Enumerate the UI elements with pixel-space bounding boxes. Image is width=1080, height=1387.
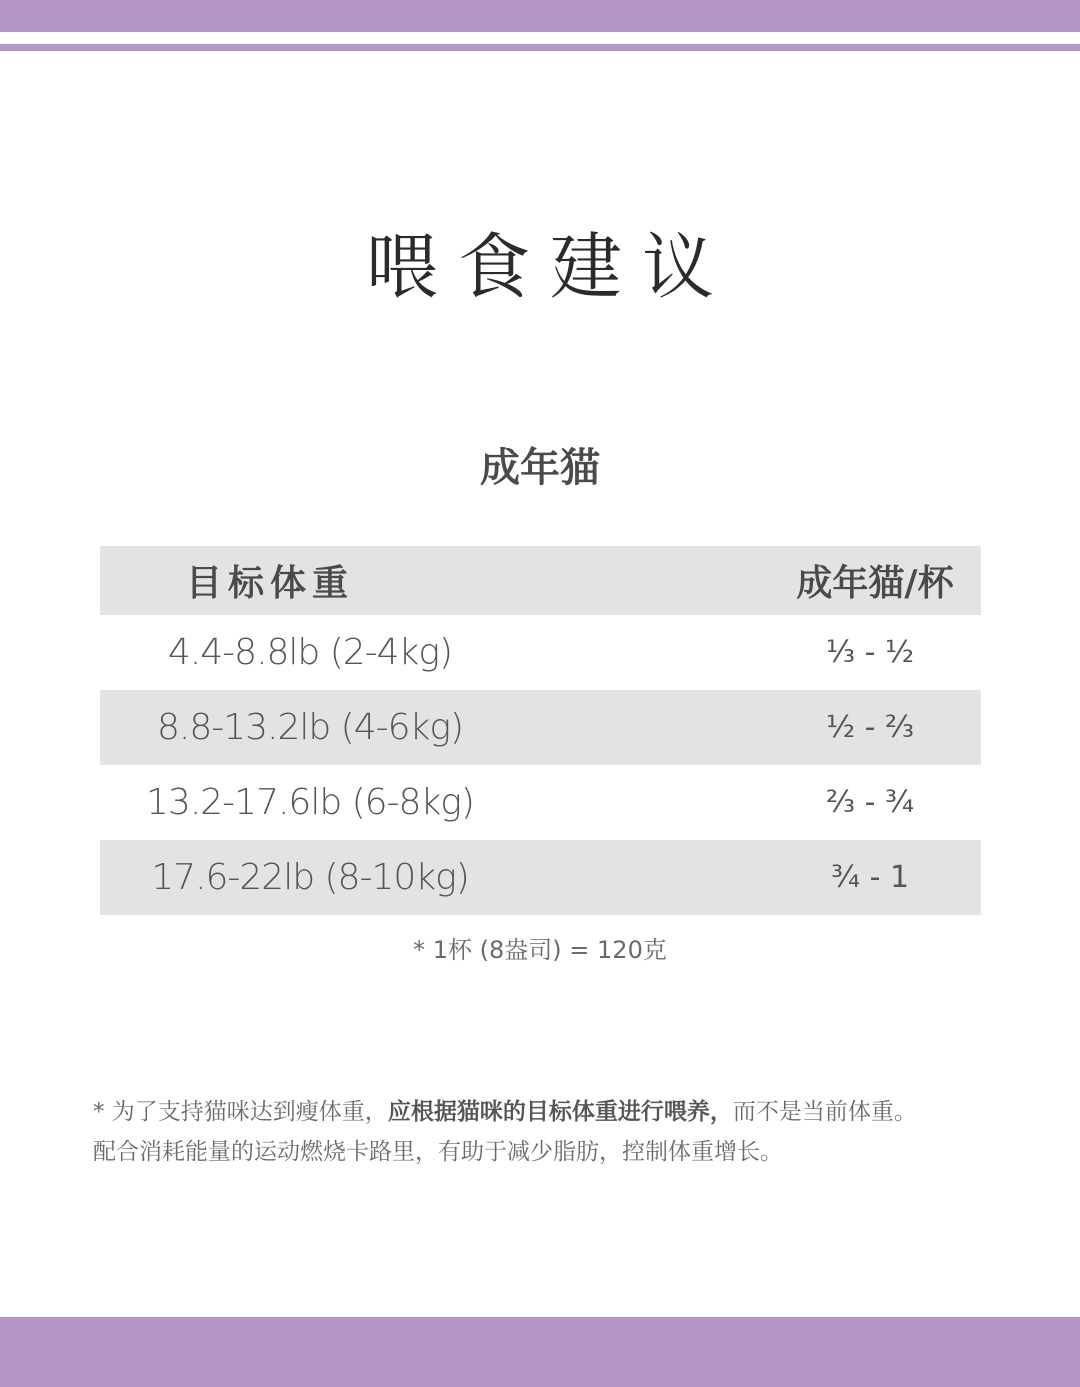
- page-title: 喂食建议: [365, 225, 734, 309]
- table-header-row: [100, 546, 981, 615]
- table-row: [100, 765, 981, 840]
- table-row: [100, 690, 981, 765]
- notes-line-1-intro: * 为了支持猫咪达到瘦体重，: [93, 1099, 388, 1125]
- weight-cell: 13.2-17.6lb (6-8kg): [146, 782, 474, 823]
- header-adult-cups: 成年猫/杯: [796, 563, 954, 604]
- weight-cell: 17.6-22lb (8-10kg): [151, 857, 469, 898]
- feeding-table: [100, 546, 981, 915]
- cups-cell: ½ - ⅔: [825, 710, 915, 745]
- cup-conversion-footnote: * 1杯 (8盎司) = 120克: [413, 936, 667, 964]
- notes-line-2: 配合消耗能量的运动燃烧卡路里，有助于减少脂肪，控制体重增长。: [93, 1139, 783, 1165]
- table-row: [100, 840, 981, 915]
- notes-line-1: [93, 1092, 993, 1132]
- cups-cell: ⅔ - ¾: [825, 785, 915, 820]
- section-title: 成年猫: [480, 445, 600, 491]
- top-accent-band: [0, 0, 1080, 32]
- cups-cell: ¾ - 1: [830, 860, 910, 895]
- weight-cell: 8.8-13.2lb (4-6kg): [156, 707, 464, 748]
- top-accent-line: [0, 44, 1080, 51]
- header-target-weight: 目标体重: [185, 563, 354, 604]
- bottom-accent-band: [0, 1317, 1080, 1387]
- weight-cell: 4.4-8.8lb (2-4kg): [167, 632, 453, 673]
- notes-line-1-emphasis: 应根据猫咪的目标体重进行喂养，: [387, 1099, 733, 1125]
- feeding-notes: [93, 1092, 993, 1172]
- notes-line-1-end: 而不是当前体重。: [732, 1099, 917, 1125]
- cups-cell: ⅓ - ½: [825, 635, 915, 670]
- table-row: [100, 615, 981, 690]
